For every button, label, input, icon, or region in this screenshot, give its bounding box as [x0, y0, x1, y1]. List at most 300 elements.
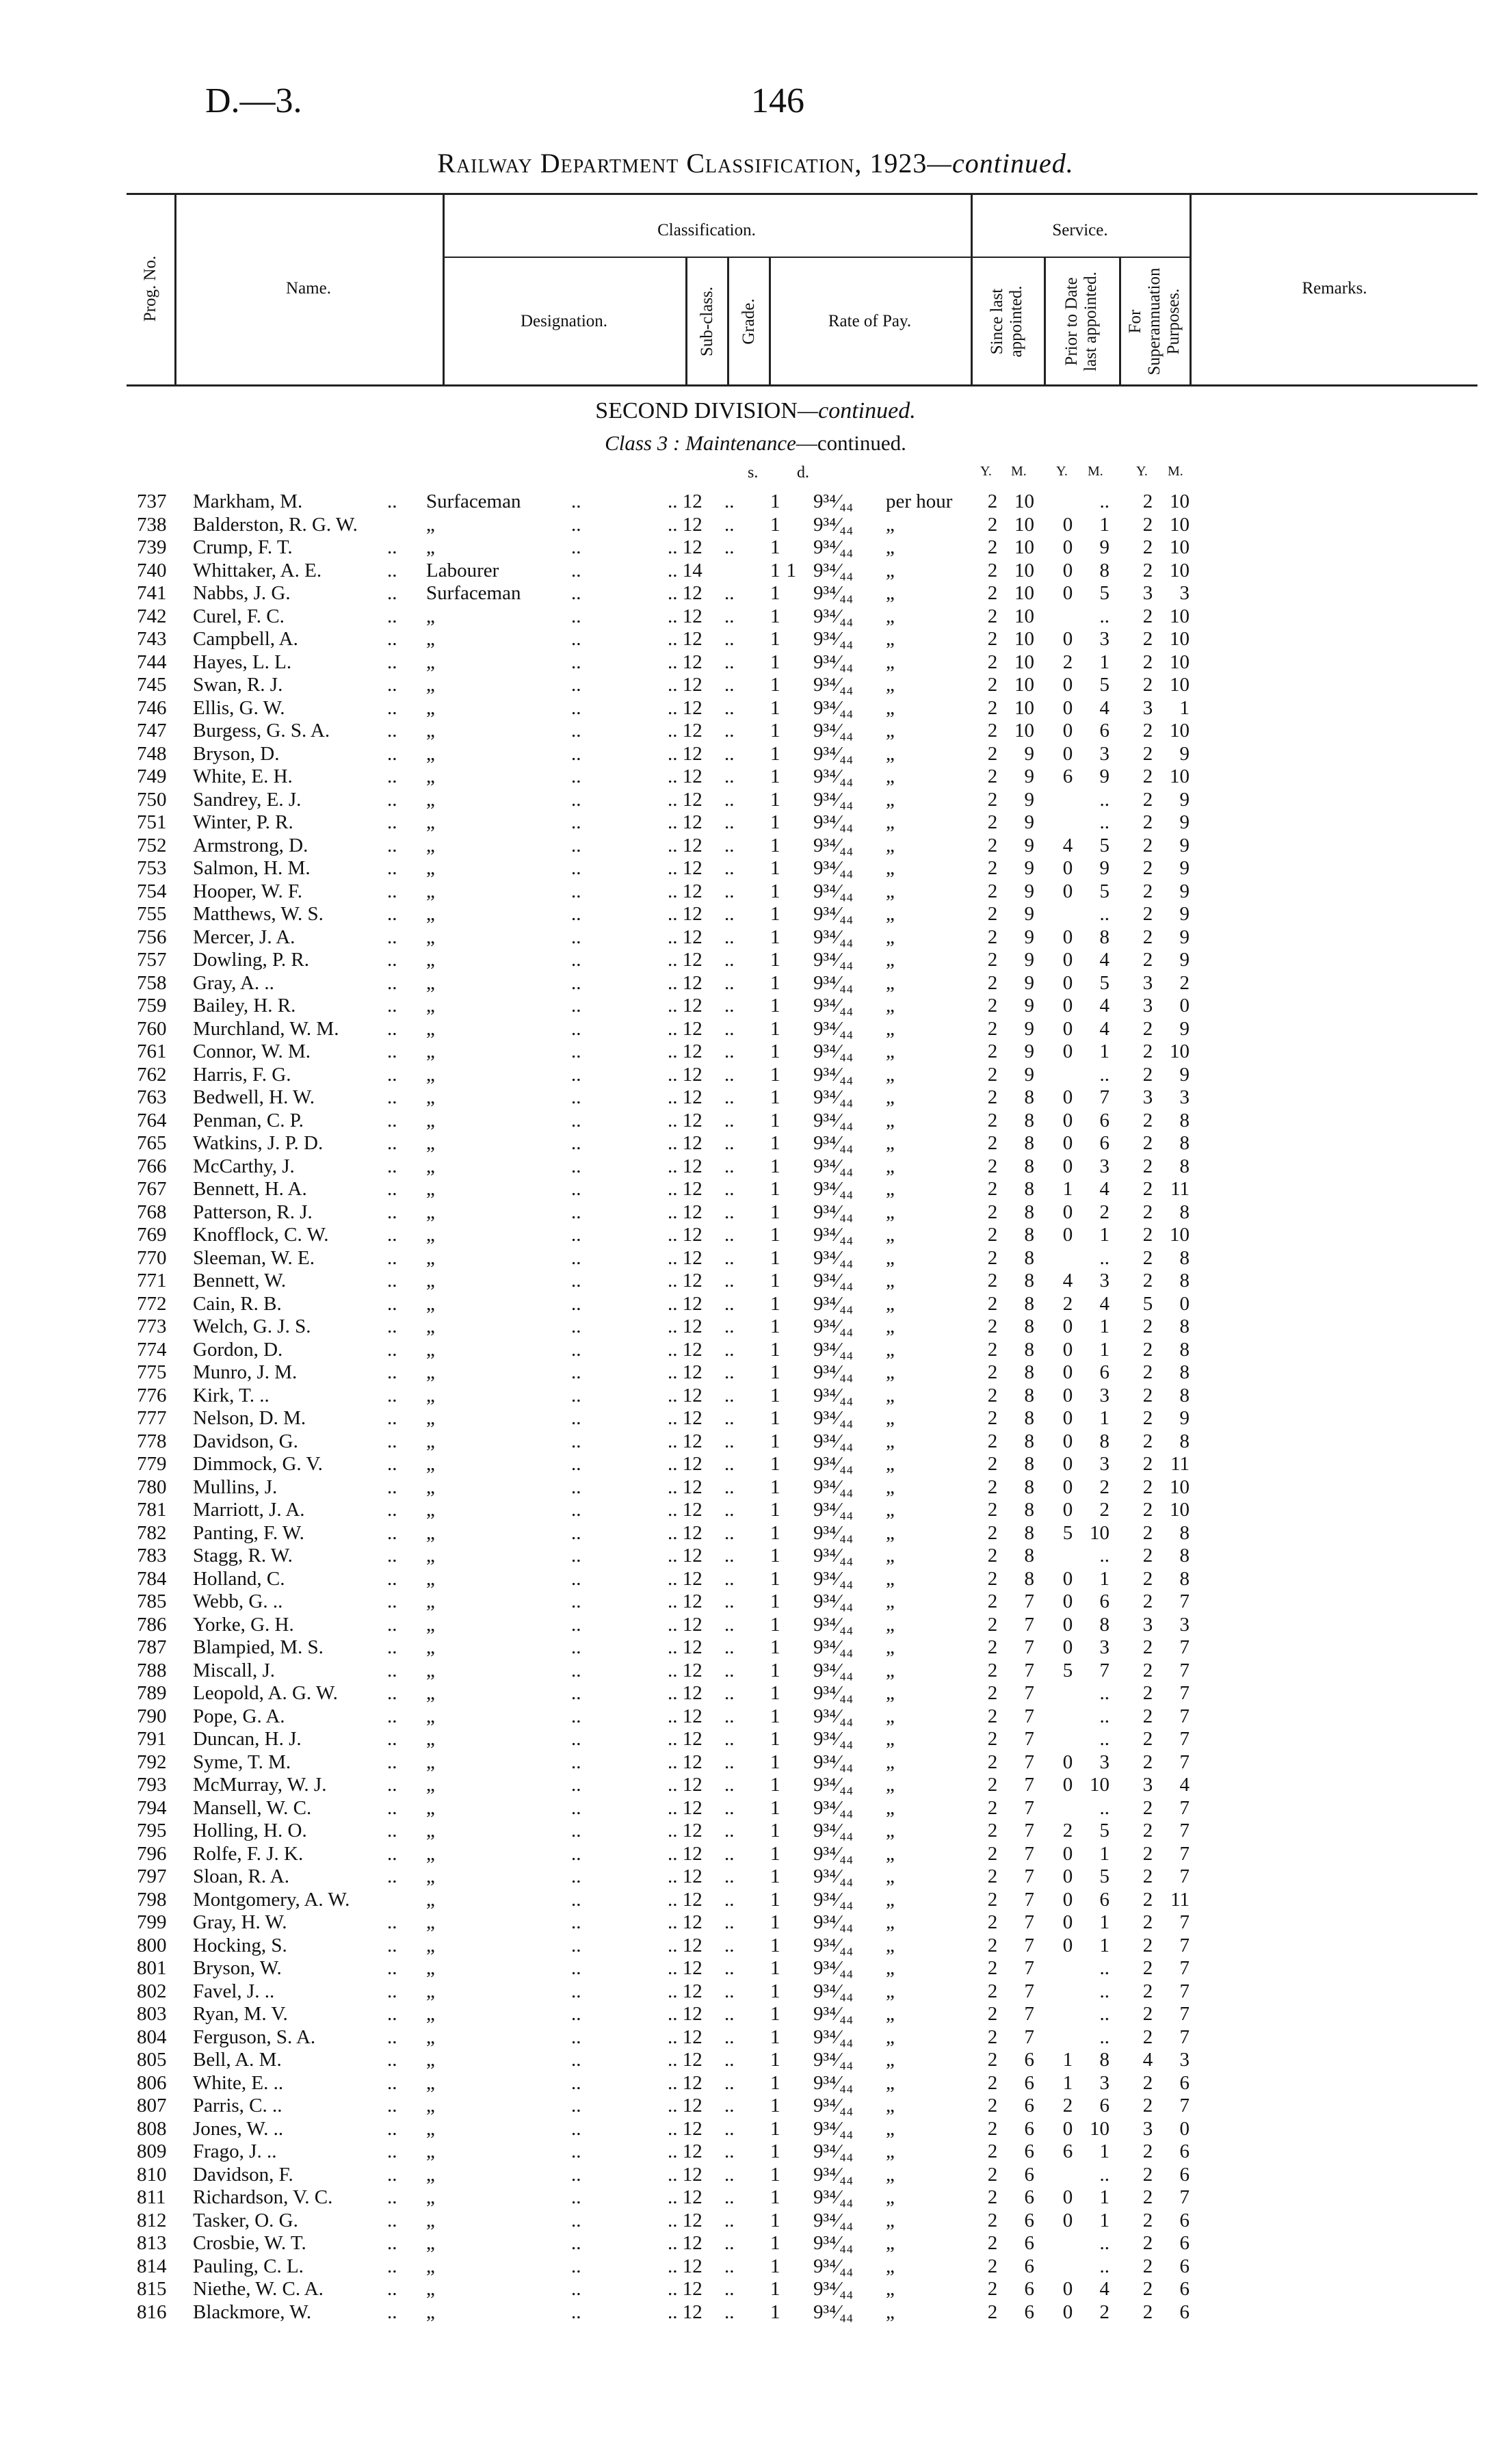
prior-years-cell: 0 — [1062, 582, 1073, 604]
since-months-cell: 9 — [1024, 926, 1034, 948]
leader-dots: .. — [571, 926, 581, 948]
prior-years-cell: 0 — [1062, 1155, 1073, 1177]
prior-months-cell: 4 — [1099, 1292, 1109, 1315]
leader-dots: .. — [387, 2278, 397, 2300]
designation-cell: „ — [426, 2003, 435, 2025]
super-years-cell: 2 — [1142, 1705, 1153, 1727]
table-row — [0, 972, 1511, 995]
leader-dots: .. — [387, 696, 397, 719]
since-years-cell: 2 — [987, 1499, 998, 1521]
prior-years-cell: 0 — [1062, 857, 1073, 879]
since-years-cell: 2 — [987, 1292, 998, 1315]
prior-months-cell: 9 — [1099, 765, 1109, 787]
since-months-cell: 6 — [1024, 2095, 1034, 2116]
prog-no-cell: 800 — [137, 1934, 167, 1956]
name-cell: Cain, R. B. — [193, 1292, 282, 1315]
designation-cell: „ — [426, 1888, 435, 1911]
name-cell: Welch, G. J. S. — [193, 1315, 311, 1337]
leader-dots: .. — [387, 834, 397, 856]
leader-dots: .. — [571, 1315, 581, 1337]
super-months-cell: 6 — [1179, 2301, 1190, 2323]
super-months-cell: 8 — [1179, 1430, 1190, 1452]
table-row — [0, 1980, 1511, 2003]
rate-pence-cell: 9³⁴⁄₄₄ — [813, 2095, 854, 2116]
rate-shillings-cell: 1 — [770, 1613, 780, 1636]
leader-dots: .. — [571, 1751, 581, 1773]
super-years-cell: 3 — [1142, 1086, 1153, 1108]
leader-dots: .. — [387, 1315, 397, 1337]
super-months-cell: 8 — [1179, 1155, 1190, 1177]
subclass-cell: .. 12 — [668, 811, 702, 833]
leader-dots: .. — [387, 1545, 397, 1567]
rate-pence-cell: 9³⁴⁄₄₄ — [813, 811, 854, 833]
leader-dots: .. — [724, 1178, 735, 1200]
designation-cell: „ — [426, 1407, 435, 1429]
super-years-cell: 2 — [1142, 2301, 1153, 2323]
prior-years-cell: 0 — [1062, 880, 1073, 902]
leader-dots: .. — [724, 1132, 735, 1154]
rate-unit-cell: „ — [886, 765, 895, 787]
subclass-cell: .. 12 — [668, 1499, 702, 1521]
prog-no-cell: 755 — [137, 903, 167, 925]
leader-dots: .. — [571, 1888, 581, 1911]
leader-dots: .. — [571, 490, 581, 512]
since-years-cell: 2 — [987, 1728, 998, 1750]
prog-no-cell: 753 — [137, 857, 167, 879]
rate-shillings-cell: 1 — [770, 720, 780, 742]
prior-years-cell: 0 — [1062, 1338, 1073, 1361]
name-cell: Dimmock, G. V. — [193, 1453, 323, 1475]
designation-cell: „ — [426, 1957, 435, 1979]
name-cell: Bell, A. M. — [193, 2049, 282, 2071]
prior-months-cell: 3 — [1099, 1636, 1109, 1658]
subclass-cell: .. 12 — [668, 834, 702, 856]
designation-cell: „ — [426, 2049, 435, 2071]
table-row — [0, 2164, 1511, 2186]
prog-no-cell: 784 — [137, 1567, 167, 1590]
rate-shillings-cell: 1 — [770, 788, 780, 811]
name-cell: Miscall, J. — [193, 1659, 276, 1681]
subclass-cell: .. 12 — [668, 880, 702, 902]
since-months-cell: 8 — [1024, 1224, 1034, 1246]
table-row — [0, 1957, 1511, 1980]
leader-dots: .. — [571, 995, 581, 1017]
prog-no-cell: 739 — [137, 536, 167, 558]
subclass-cell: .. 12 — [668, 2301, 702, 2323]
since-years-cell: 2 — [987, 1155, 998, 1177]
rate-unit-cell: „ — [886, 2163, 895, 2186]
subclass-cell: .. 12 — [668, 1590, 702, 1612]
designation-cell: „ — [426, 674, 435, 696]
rate-shillings-cell: 1 — [770, 2095, 780, 2116]
rate-pence-cell: 9³⁴⁄₄₄ — [813, 1476, 854, 1498]
leader-dots: .. — [571, 1109, 581, 1131]
designation-cell: „ — [426, 2117, 435, 2140]
table-row — [0, 1774, 1511, 1796]
table-row — [0, 880, 1511, 903]
super-years-cell: 2 — [1142, 1270, 1153, 1292]
rate-unit-cell: „ — [886, 1040, 895, 1062]
designation-cell: „ — [426, 926, 435, 948]
since-years-cell: 2 — [987, 2209, 998, 2231]
prior-months-cell: 7 — [1099, 1086, 1109, 1108]
prog-no-cell: 761 — [137, 1040, 167, 1062]
subclass-cell: .. 12 — [668, 1476, 702, 1498]
since-years-cell: 2 — [987, 605, 998, 627]
super-months-cell: 10 — [1170, 490, 1190, 512]
leader-dots: .. — [571, 628, 581, 650]
prior-months-cell: .. — [1099, 1705, 1109, 1727]
leader-dots: .. — [571, 1476, 581, 1498]
prog-no-cell: 790 — [137, 1705, 167, 1727]
subclass-cell: .. 12 — [668, 1292, 702, 1315]
rate-unit-cell: „ — [886, 720, 895, 742]
name-cell: Sandrey, E. J. — [193, 788, 302, 811]
super-months-cell: 8 — [1179, 1567, 1190, 1590]
designation-cell: „ — [426, 1453, 435, 1475]
designation-cell: „ — [426, 1545, 435, 1567]
prog-no-cell: 777 — [137, 1407, 167, 1429]
rate-shillings-cell: 1 — [770, 1270, 780, 1292]
super-months-cell: 7 — [1179, 1957, 1190, 1979]
leader-dots: .. — [724, 880, 735, 902]
prior-months-cell: 1 — [1099, 1315, 1109, 1337]
super-months-cell: 6 — [1179, 2163, 1190, 2186]
table-row — [0, 1660, 1511, 1682]
rate-pence-cell: 9³⁴⁄₄₄ — [813, 1040, 854, 1062]
name-cell: Holling, H. O. — [193, 1820, 307, 1842]
leader-dots: .. — [571, 1453, 581, 1475]
header-service: Service. — [1052, 221, 1108, 239]
table-row — [0, 2140, 1511, 2163]
name-cell: Burgess, G. S. A. — [193, 720, 330, 742]
rate-pence-cell: 9³⁴⁄₄₄ — [813, 696, 854, 719]
name-cell: Gray, H. W. — [193, 1911, 287, 1933]
designation-cell: „ — [426, 742, 435, 765]
since-months-cell: 8 — [1024, 1453, 1034, 1475]
leader-dots: .. — [724, 2140, 735, 2162]
super-months-cell: 7 — [1179, 1659, 1190, 1681]
since-years-cell: 2 — [987, 1521, 998, 1544]
subclass-cell: .. 12 — [668, 536, 702, 558]
super-months-cell: 9 — [1179, 1063, 1190, 1086]
service-underline — [971, 257, 1190, 258]
document-reference: D.—3. — [205, 81, 302, 120]
leader-dots: .. — [387, 1911, 397, 1933]
leader-dots: .. — [571, 765, 581, 787]
name-cell: Ryan, M. V. — [193, 2003, 288, 2025]
rate-pence-cell: 9³⁴⁄₄₄ — [813, 2278, 854, 2300]
prog-no-cell: 768 — [137, 1201, 167, 1223]
rate-pence-cell: 9³⁴⁄₄₄ — [813, 788, 854, 811]
super-years-cell: 2 — [1142, 857, 1153, 879]
rate-pence-cell: 9³⁴⁄₄₄ — [813, 1957, 854, 1979]
since-years-cell: 2 — [987, 2003, 998, 2025]
leader-dots: .. — [724, 1246, 735, 1269]
super-months-cell: 8 — [1179, 1201, 1190, 1223]
rate-pence-cell: 9³⁴⁄₄₄ — [813, 1132, 854, 1154]
prog-no-cell: 744 — [137, 651, 167, 673]
super-months-cell: 8 — [1179, 1545, 1190, 1567]
table-row — [0, 1201, 1511, 1224]
rate-shillings-cell: 1 — [770, 1682, 780, 1704]
rate-shillings-cell: 1 — [770, 1178, 780, 1200]
prog-no-cell: 763 — [137, 1086, 167, 1108]
designation-cell: „ — [426, 1499, 435, 1521]
since-months-cell: 10 — [1014, 536, 1034, 558]
rate-pence-cell: 9³⁴⁄₄₄ — [813, 1430, 854, 1452]
since-years-cell: 2 — [987, 1567, 998, 1590]
prior-months-cell: 1 — [1099, 513, 1109, 536]
table-row — [0, 811, 1511, 834]
rate-shillings-cell: 1 — [770, 1911, 780, 1933]
since-years-cell: 2 — [987, 1178, 998, 1200]
leader-dots: .. — [387, 1063, 397, 1086]
super-months-cell: 10 — [1170, 559, 1190, 581]
grade-cell: 1 — [786, 559, 796, 581]
rate-shillings-cell: 1 — [770, 1338, 780, 1361]
super-months-cell: 7 — [1179, 2095, 1190, 2116]
super-months-cell: 7 — [1179, 1705, 1190, 1727]
prior-years-cell: 0 — [1062, 1499, 1073, 1521]
designation-cell: „ — [426, 1842, 435, 1865]
super-months-cell: 10 — [1170, 674, 1190, 696]
leader-dots: .. — [724, 2095, 735, 2116]
since-years-cell: 2 — [987, 788, 998, 811]
super-years-cell: 2 — [1142, 1521, 1153, 1544]
leader-dots: .. — [387, 1636, 397, 1658]
since-years-cell: 2 — [987, 765, 998, 787]
subclass-cell: .. 12 — [668, 1796, 702, 1819]
name-cell: Mansell, W. C. — [193, 1796, 312, 1819]
rate-shillings-cell: 1 — [770, 1728, 780, 1750]
prior-years-cell: 2 — [1062, 1820, 1073, 1842]
prior-years-cell: 0 — [1062, 536, 1073, 558]
subclass-cell: .. 12 — [668, 1911, 702, 1933]
prior-years-cell: 0 — [1062, 926, 1073, 948]
name-cell: Bedwell, H. W. — [193, 1086, 315, 1108]
rate-pence-cell: 9³⁴⁄₄₄ — [813, 2255, 854, 2277]
since-months-cell: 10 — [1014, 720, 1034, 742]
since-years-cell: 2 — [987, 2278, 998, 2300]
prog-no-cell: 741 — [137, 582, 167, 604]
prior-months-cell: .. — [1099, 2255, 1109, 2277]
super-months-cell: 3 — [1179, 1086, 1190, 1108]
subclass-cell: .. 12 — [668, 949, 702, 971]
leader-dots: .. — [571, 1934, 581, 1956]
leader-dots: .. — [724, 811, 735, 833]
since-months-cell: 8 — [1024, 1430, 1034, 1452]
rate-pence-cell: 9³⁴⁄₄₄ — [813, 2140, 854, 2162]
rate-unit-cell: „ — [886, 1178, 895, 1200]
leader-dots: .. — [571, 903, 581, 925]
leader-dots: .. — [724, 1705, 735, 1727]
prior-years-cell: 5 — [1062, 1659, 1073, 1681]
since-months-cell: 8 — [1024, 1155, 1034, 1177]
leader-dots: .. — [724, 1224, 735, 1246]
rate-unit-cell: „ — [886, 1590, 895, 1612]
prior-months-cell: 1 — [1099, 1407, 1109, 1429]
since-years-cell: 2 — [987, 1865, 998, 1887]
super-months-cell: 0 — [1179, 1292, 1190, 1315]
name-cell: Pope, G. A. — [193, 1705, 285, 1727]
prior-months-cell: 7 — [1099, 1659, 1109, 1681]
rate-unit-cell: „ — [886, 651, 895, 673]
subclass-cell: .. 12 — [668, 1865, 702, 1887]
rate-unit-cell: „ — [886, 1109, 895, 1131]
rate-shillings-cell: 1 — [770, 1384, 780, 1406]
rate-pence-cell: 9³⁴⁄₄₄ — [813, 674, 854, 696]
leader-dots: .. — [571, 1980, 581, 2002]
prog-no-cell: 783 — [137, 1545, 167, 1567]
prior-years-cell: 0 — [1062, 2278, 1073, 2300]
header-grade: Grade. — [739, 298, 758, 345]
name-cell: Davidson, F. — [193, 2163, 293, 2186]
prior-months-cell: 5 — [1099, 834, 1109, 856]
table-row — [0, 1911, 1511, 1934]
super-months-cell: 7 — [1179, 1820, 1190, 1842]
super-months-cell: 3 — [1179, 2049, 1190, 2071]
designation-cell: „ — [426, 1270, 435, 1292]
prior-years-cell: 0 — [1062, 1384, 1073, 1406]
rate-shillings-cell: 1 — [770, 513, 780, 536]
rate-pence-cell: 9³⁴⁄₄₄ — [813, 1224, 854, 1246]
rate-unit-cell: „ — [886, 1453, 895, 1475]
name-cell: Balderston, R. G. W. — [193, 513, 358, 536]
super-months-cell: 9 — [1179, 788, 1190, 811]
designation-cell: „ — [426, 1178, 435, 1200]
prior-months-cell: 1 — [1099, 1567, 1109, 1590]
leader-dots: .. — [571, 1132, 581, 1154]
prior-years-cell: 0 — [1062, 1636, 1073, 1658]
header-remarks: Remarks. — [1302, 279, 1367, 298]
rate-shillings-cell: 1 — [770, 1590, 780, 1612]
super-years-cell: 2 — [1142, 1545, 1153, 1567]
leader-dots: .. — [724, 2186, 735, 2208]
name-cell: McCarthy, J. — [193, 1155, 295, 1177]
leader-dots: .. — [571, 1636, 581, 1658]
prior-months-cell: 4 — [1099, 1178, 1109, 1200]
leader-dots: .. — [724, 1384, 735, 1406]
leader-dots: .. — [387, 1682, 397, 1704]
rate-unit-cell: „ — [886, 1086, 895, 1108]
table-row — [0, 1247, 1511, 1270]
super-years-cell: 2 — [1142, 2186, 1153, 2208]
prior-years-cell: 0 — [1062, 1865, 1073, 1887]
designation-cell: „ — [426, 1063, 435, 1086]
rate-pence-cell: 9³⁴⁄₄₄ — [813, 2232, 854, 2254]
prog-no-cell: 812 — [137, 2209, 167, 2231]
designation-cell: „ — [426, 788, 435, 811]
name-cell: Richardson, V. C. — [193, 2186, 333, 2208]
name-cell: Bryson, D. — [193, 742, 280, 765]
leader-dots: .. — [724, 1407, 735, 1429]
leader-dots: .. — [571, 971, 581, 994]
leader-dots: .. — [724, 788, 735, 811]
designation-cell: „ — [426, 765, 435, 787]
since-months-cell: 9 — [1024, 857, 1034, 879]
super-months-cell: 9 — [1179, 1017, 1190, 1040]
table-row — [0, 582, 1511, 605]
since-years-cell: 2 — [987, 995, 998, 1017]
name-cell: Gray, A. .. — [193, 971, 274, 994]
super-years-cell: 2 — [1142, 1407, 1153, 1429]
designation-cell: „ — [426, 903, 435, 925]
super-years-cell: 2 — [1142, 628, 1153, 650]
rate-pence-cell: 9³⁴⁄₄₄ — [813, 1796, 854, 1819]
header-designation: Designation. — [520, 312, 608, 330]
subclass-cell: .. 12 — [668, 628, 702, 650]
prog-no-cell: 737 — [137, 490, 167, 512]
prior-months-cell: .. — [1099, 2003, 1109, 2025]
name-cell: Gordon, D. — [193, 1338, 283, 1361]
leader-dots: .. — [724, 1155, 735, 1177]
leader-dots: .. — [571, 1705, 581, 1727]
name-cell: Penman, C. P. — [193, 1109, 304, 1131]
rate-unit-cell: „ — [886, 2095, 895, 2116]
name-cell: Campbell, A. — [193, 628, 298, 650]
since-months-cell: 10 — [1014, 513, 1034, 536]
designation-cell: „ — [426, 1292, 435, 1315]
super-years-cell: 2 — [1142, 1751, 1153, 1773]
since-months-cell: 6 — [1024, 2232, 1034, 2254]
since-years-cell: 2 — [987, 1270, 998, 1292]
subclass-cell: .. 12 — [668, 1430, 702, 1452]
rate-unit-cell: „ — [886, 1270, 895, 1292]
rate-shillings-cell: 1 — [770, 628, 780, 650]
rate-shillings-cell: 1 — [770, 696, 780, 719]
super-years-cell: 2 — [1142, 903, 1153, 925]
leader-dots: .. — [387, 2209, 397, 2231]
super-years-cell: 3 — [1142, 582, 1153, 604]
prior-years-cell: 0 — [1062, 559, 1073, 581]
prior-months-cell: 4 — [1099, 2278, 1109, 2300]
leader-dots: .. — [387, 2163, 397, 2186]
leader-dots: .. — [724, 2232, 735, 2254]
since-months-cell: 7 — [1024, 2003, 1034, 2025]
prior-years-cell: 0 — [1062, 1407, 1073, 1429]
super-years-cell: 2 — [1142, 1957, 1153, 1979]
prior-years-cell: 2 — [1062, 651, 1073, 673]
rate-pence-cell: 9³⁴⁄₄₄ — [813, 1155, 854, 1177]
super-years-cell: 2 — [1142, 2255, 1153, 2277]
name-cell: Frago, J. .. — [193, 2140, 277, 2162]
name-cell: Panting, F. W. — [193, 1521, 304, 1544]
prog-no-cell: 809 — [137, 2140, 167, 2162]
rate-shillings-cell: 1 — [770, 536, 780, 558]
name-cell: Hooper, W. F. — [193, 880, 303, 902]
since-years-cell: 2 — [987, 949, 998, 971]
super-years-cell: 2 — [1142, 1201, 1153, 1223]
rate-pence-cell: 9³⁴⁄₄₄ — [813, 880, 854, 902]
table-row — [0, 536, 1511, 559]
designation-cell: „ — [426, 1567, 435, 1590]
since-months-cell: 9 — [1024, 788, 1034, 811]
rate-unit-cell: „ — [886, 1820, 895, 1842]
super-years-cell: 2 — [1142, 811, 1153, 833]
leader-dots: .. — [387, 1613, 397, 1636]
super-years-cell: 4 — [1142, 2049, 1153, 2071]
since-years-cell: 2 — [987, 2049, 998, 2071]
table-row — [0, 1224, 1511, 1246]
rate-pence-cell: 9³⁴⁄₄₄ — [813, 834, 854, 856]
rate-unit-cell: „ — [886, 1246, 895, 1269]
table-row — [0, 651, 1511, 674]
table-row — [0, 1064, 1511, 1086]
leader-dots: .. — [571, 1201, 581, 1223]
leader-dots: .. — [571, 788, 581, 811]
designation-cell: „ — [426, 2278, 435, 2300]
